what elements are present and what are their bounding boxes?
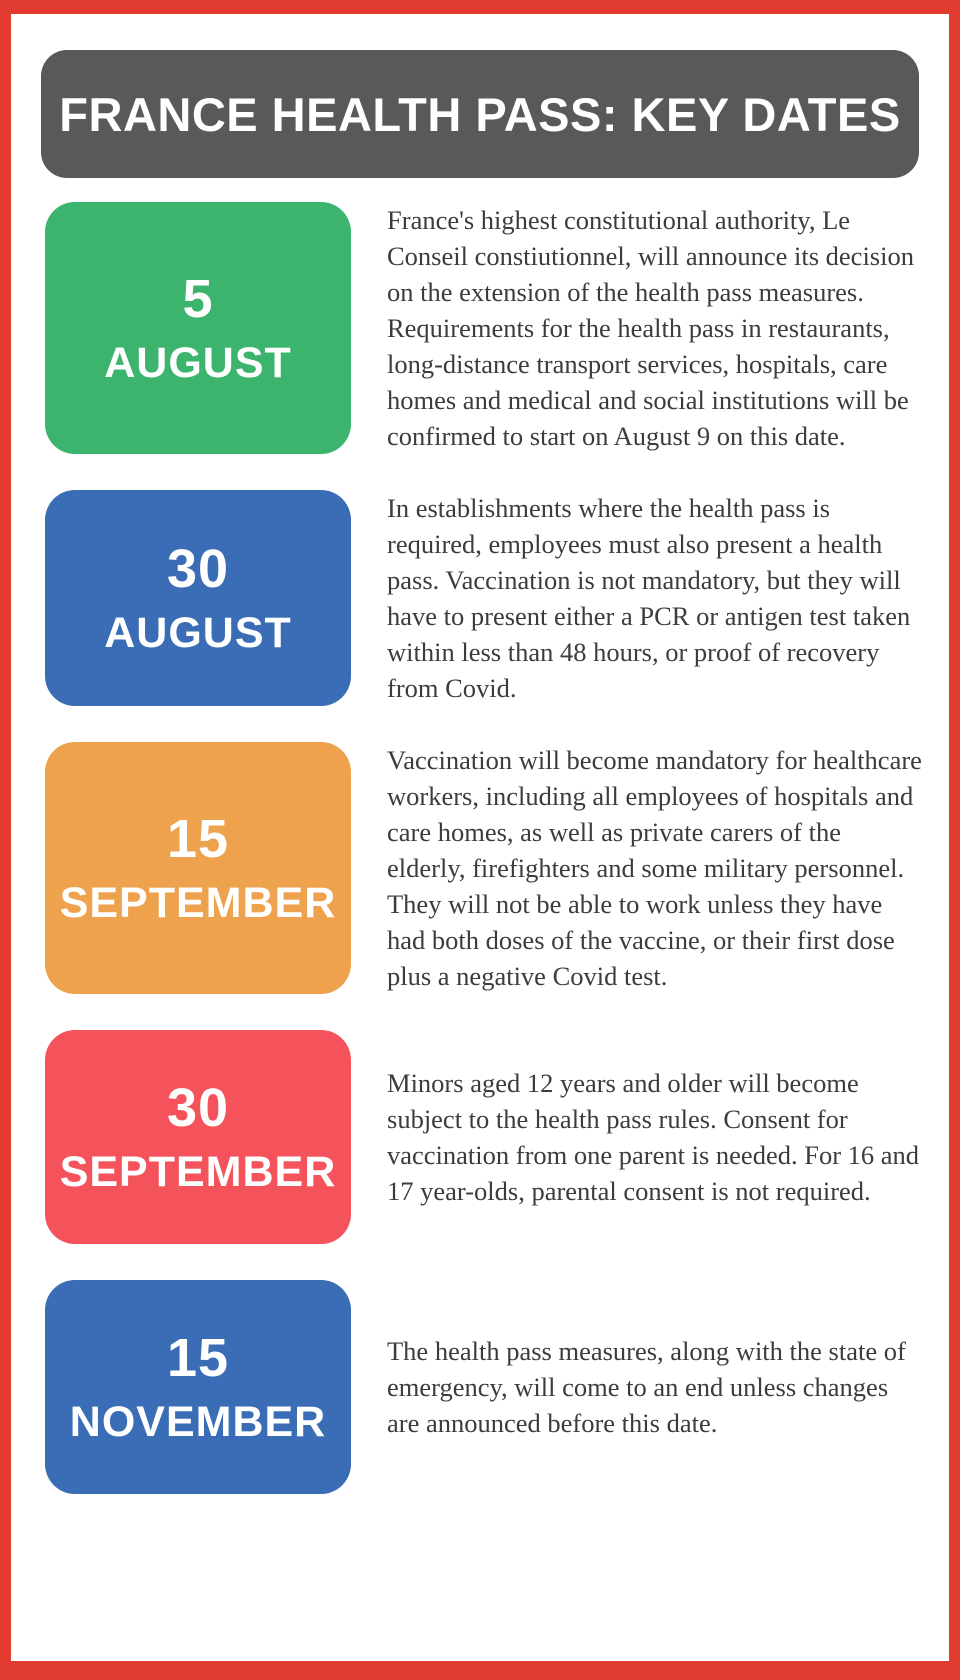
timeline-row bbox=[45, 742, 925, 994]
timeline-row bbox=[45, 1280, 925, 1494]
date-day: 15 bbox=[166, 808, 230, 869]
event-description: Minors aged 12 years and older will become subject to the health pass rules. Consent for vaccination from one parent is needed. For 16 and 17 year-olds, parental consent is not required. bbox=[387, 1068, 920, 1206]
event-description-container bbox=[387, 490, 925, 706]
page-title: FRANCE HEALTH PASS: KEY DATES bbox=[59, 87, 901, 141]
title-banner bbox=[41, 50, 919, 178]
date-month: SEPTEMBER bbox=[59, 878, 337, 927]
event-description: In establishments where the health pass is required, employees must also present a health pass. Vaccination is not mandatory, but they will have to present either a PCR or antigen test taken within less than 48 hours, or proof of recovery from Covid. bbox=[387, 493, 911, 703]
event-description-container bbox=[387, 202, 925, 454]
date-badge bbox=[45, 490, 351, 706]
date-month: AUGUST bbox=[104, 338, 292, 387]
date-day: 5 bbox=[182, 268, 214, 329]
timeline-row bbox=[45, 1030, 925, 1244]
timeline-row bbox=[45, 202, 925, 454]
timeline-row bbox=[45, 490, 925, 706]
timeline bbox=[45, 202, 925, 1494]
event-description-container bbox=[387, 1030, 925, 1244]
event-description: Vaccination will become mandatory for healthcare workers, including all employees of hospitals and care homes, as well as private carers of the elderly, firefighters and some military personnel. They will not be able to work unless they have had both doses of the vaccine, or their first dose plus a negative Covid test. bbox=[387, 745, 922, 991]
date-day: 30 bbox=[166, 538, 230, 599]
event-description-container bbox=[387, 1280, 925, 1494]
date-badge bbox=[45, 1030, 351, 1244]
date-badge bbox=[45, 742, 351, 994]
event-description: France's highest constitutional authority, Le Conseil constiutionnel, will announce its decision on the extension of the health pass measures. Requirements for the health pass in restaurants, long-distance transport services, hospitals, care homes and medical and social institutions will be confirmed to start on August 9 on this date. bbox=[387, 205, 914, 451]
date-month: SEPTEMBER bbox=[59, 1147, 337, 1196]
date-badge bbox=[45, 202, 351, 454]
date-month: AUGUST bbox=[104, 608, 292, 657]
date-day: 15 bbox=[166, 1327, 230, 1388]
event-description: The health pass measures, along with the state of emergency, will come to an end unless changes are announced before this date. bbox=[387, 1336, 906, 1438]
date-day: 30 bbox=[166, 1077, 230, 1138]
event-description-container bbox=[387, 742, 925, 994]
date-badge bbox=[45, 1280, 351, 1494]
date-month: NOVEMBER bbox=[69, 1397, 327, 1446]
